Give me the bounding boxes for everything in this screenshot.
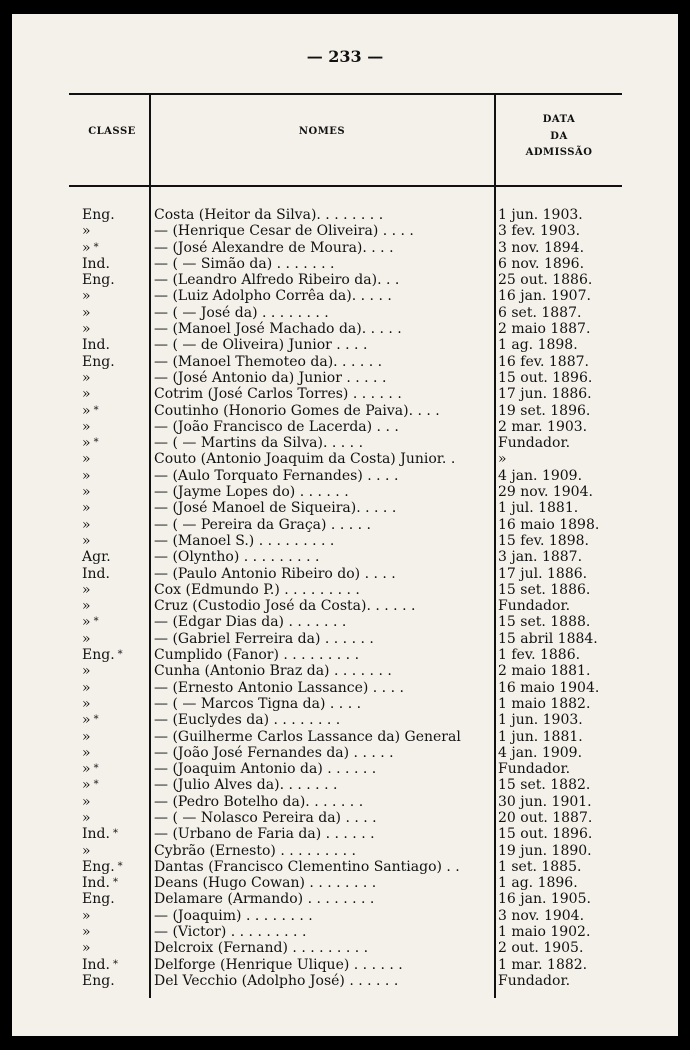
admission-date-cell: Fundador. bbox=[498, 435, 571, 452]
name-cell: — (Henrique Cesar de Oliveira) . . . . bbox=[154, 223, 414, 240]
classe-value: » bbox=[82, 288, 91, 305]
admission-date-cell: 2 maio 1887. bbox=[498, 321, 591, 338]
classe-value: » bbox=[82, 386, 91, 403]
table-row bbox=[12, 924, 678, 940]
classe-value: » bbox=[82, 239, 91, 256]
asterisk-mark: * bbox=[112, 877, 118, 889]
classe-value: » bbox=[82, 451, 91, 468]
name-cell: Delamare (Armando) . . . . . . . . bbox=[154, 891, 375, 908]
classe-value: » bbox=[82, 484, 91, 501]
classe-cell bbox=[82, 337, 152, 353]
admission-date-cell: 17 jun. 1886. bbox=[498, 386, 592, 403]
admission-date-cell: 29 nov. 1904. bbox=[498, 484, 593, 501]
classe-cell bbox=[82, 207, 152, 223]
admission-date-cell: 1 maio 1902. bbox=[498, 924, 591, 941]
classe-cell bbox=[82, 631, 152, 647]
header-admissao: ADMISSÃO bbox=[525, 147, 593, 158]
asterisk-mark: * bbox=[112, 958, 118, 970]
name-cell: — (Aulo Torquato Fernandes) . . . . bbox=[154, 467, 399, 484]
table-row bbox=[12, 663, 678, 679]
classe-cell bbox=[82, 598, 152, 614]
classe-value: Ind. bbox=[82, 255, 110, 272]
classe-cell bbox=[82, 614, 152, 630]
name-cell: Cruz (Custodio José da Costa). . . . . . bbox=[154, 598, 416, 615]
classe-cell bbox=[82, 680, 152, 696]
name-cell: — (Manoel José Machado da). . . . . bbox=[154, 321, 402, 338]
table-row bbox=[12, 891, 678, 907]
classe-value: » bbox=[82, 304, 91, 321]
name-cell: Cox (Edmundo P.) . . . . . . . . . bbox=[154, 581, 360, 598]
table-row bbox=[12, 533, 678, 549]
classe-value: » bbox=[82, 223, 91, 240]
classe-value: Ind. bbox=[82, 337, 110, 354]
classe-cell bbox=[82, 696, 152, 712]
classe-value: » bbox=[82, 744, 91, 761]
admission-date-cell: » bbox=[498, 451, 507, 468]
table-row bbox=[12, 403, 678, 419]
header-bottom-rule bbox=[69, 185, 622, 187]
table-row bbox=[12, 729, 678, 745]
table-row bbox=[12, 321, 678, 337]
table-row bbox=[12, 794, 678, 810]
table-row bbox=[12, 484, 678, 500]
member-list bbox=[12, 207, 678, 989]
name-cell: — (Leandro Alfredo Ribeiro da). . . bbox=[154, 272, 400, 289]
classe-cell bbox=[82, 582, 152, 598]
classe-cell bbox=[82, 435, 152, 451]
classe-value: » bbox=[82, 728, 91, 745]
classe-cell bbox=[82, 647, 152, 663]
classe-cell bbox=[82, 321, 152, 337]
header-da: DA bbox=[550, 131, 568, 142]
table-row bbox=[12, 223, 678, 239]
classe-value: » bbox=[82, 321, 91, 338]
asterisk-mark: * bbox=[93, 241, 99, 253]
classe-cell bbox=[82, 810, 152, 826]
table-row bbox=[12, 272, 678, 288]
classe-cell bbox=[82, 843, 152, 859]
classe-cell bbox=[82, 288, 152, 304]
classe-cell bbox=[82, 891, 152, 907]
admission-date-cell: 16 fev. 1887. bbox=[498, 353, 589, 370]
admission-date-cell: 3 fev. 1903. bbox=[498, 223, 581, 240]
table-row bbox=[12, 517, 678, 533]
classe-cell bbox=[82, 419, 152, 435]
asterisk-mark: * bbox=[93, 437, 99, 449]
name-cell: — (Luiz Adolpho Corrêa da). . . . . bbox=[154, 288, 392, 305]
name-cell: — (Gabriel Ferreira da) . . . . . . bbox=[154, 630, 374, 647]
admission-date-cell: 15 set. 1882. bbox=[498, 777, 591, 794]
table-row bbox=[12, 256, 678, 272]
classe-cell bbox=[82, 973, 152, 989]
header-data: DATA bbox=[542, 114, 576, 125]
name-cell: — (João Francisco de Lacerda) . . . bbox=[154, 418, 399, 435]
classe-value: » bbox=[82, 614, 91, 631]
table-row bbox=[12, 680, 678, 696]
document-page bbox=[12, 14, 678, 1036]
admission-date-cell: 15 out. 1896. bbox=[498, 369, 593, 386]
classe-cell bbox=[82, 370, 152, 386]
name-cell: — (Manoel S.) . . . . . . . . . bbox=[154, 532, 335, 549]
classe-value: » bbox=[82, 369, 91, 386]
classe-cell bbox=[82, 386, 152, 402]
name-cell: — (João José Fernandes da) . . . . . bbox=[154, 744, 394, 761]
admission-date-cell: 3 nov. 1894. bbox=[498, 239, 585, 256]
admission-date-cell: 25 out. 1886. bbox=[498, 272, 593, 289]
name-cell: — (Joaquim) . . . . . . . . bbox=[154, 907, 313, 924]
name-cell: — (Julio Alves da). . . . . . . bbox=[154, 777, 338, 794]
table-row bbox=[12, 240, 678, 256]
name-cell: Couto (Antonio Joaquim da Costa) Junior. . bbox=[154, 451, 456, 468]
classe-value: Eng. bbox=[82, 891, 115, 908]
name-cell: — ( — Pereira da Graça) . . . . . bbox=[154, 516, 371, 533]
name-cell: — ( — Martins da Silva). . . . . bbox=[154, 435, 364, 452]
admission-date-cell: 16 jan. 1907. bbox=[498, 288, 591, 305]
admission-date-cell: 1 fev. 1886. bbox=[498, 647, 581, 664]
classe-cell bbox=[82, 875, 152, 891]
classe-cell bbox=[82, 908, 152, 924]
classe-cell bbox=[82, 484, 152, 500]
table-row bbox=[12, 435, 678, 451]
name-cell: — (Manoel Themoteo da). . . . . . bbox=[154, 353, 383, 370]
classe-value: » bbox=[82, 630, 91, 647]
admission-date-cell: 4 jan. 1909. bbox=[498, 744, 583, 761]
name-cell: Cumplido (Fanor) . . . . . . . . . bbox=[154, 647, 360, 664]
admission-date-cell: 3 nov. 1904. bbox=[498, 907, 585, 924]
classe-value: » bbox=[82, 761, 91, 778]
name-cell: Del Vecchio (Adolpho José) . . . . . . bbox=[154, 972, 399, 989]
admission-date-cell: 1 jun. 1903. bbox=[498, 207, 583, 223]
classe-cell bbox=[82, 549, 152, 565]
classe-value: » bbox=[82, 842, 91, 859]
classe-value: » bbox=[82, 402, 91, 419]
asterisk-mark: * bbox=[117, 860, 123, 872]
classe-cell bbox=[82, 256, 152, 272]
table-row bbox=[12, 647, 678, 663]
admission-date-cell: 15 set. 1886. bbox=[498, 581, 591, 598]
classe-value: » bbox=[82, 712, 91, 729]
classe-value: » bbox=[82, 581, 91, 598]
classe-cell bbox=[82, 533, 152, 549]
asterisk-mark: * bbox=[112, 828, 118, 840]
name-cell: — (Jayme Lopes do) . . . . . . bbox=[154, 484, 349, 501]
admission-date-cell: 3 jan. 1887. bbox=[498, 549, 583, 566]
admission-date-cell: 16 maio 1904. bbox=[498, 679, 600, 696]
table-row bbox=[12, 354, 678, 370]
classe-value: » bbox=[82, 663, 91, 680]
admission-date-cell: 1 jul. 1881. bbox=[498, 500, 579, 517]
name-cell: — (Urbano de Faria da) . . . . . . bbox=[154, 826, 375, 843]
name-cell: Cotrim (José Carlos Torres) . . . . . . bbox=[154, 386, 402, 403]
table-row bbox=[12, 761, 678, 777]
table-row bbox=[12, 500, 678, 516]
classe-cell bbox=[82, 305, 152, 321]
name-cell: — (Paulo Antonio Ribeiro do) . . . . bbox=[154, 565, 396, 582]
admission-date-cell: 1 maio 1882. bbox=[498, 695, 591, 712]
admission-date-cell: 15 set. 1888. bbox=[498, 614, 591, 631]
admission-date-cell: 19 jun. 1890. bbox=[498, 842, 592, 859]
name-cell: Coutinho (Honorio Gomes de Paiva). . . . bbox=[154, 402, 440, 419]
classe-value: Ind. bbox=[82, 956, 110, 973]
table-row bbox=[12, 288, 678, 304]
admission-date-cell: 1 set. 1885. bbox=[498, 858, 582, 875]
classe-value: » bbox=[82, 500, 91, 517]
admission-date-cell: 15 fev. 1898. bbox=[498, 532, 589, 549]
classe-value: » bbox=[82, 695, 91, 712]
table-row bbox=[12, 614, 678, 630]
classe-value: » bbox=[82, 679, 91, 696]
admission-date-cell: 17 jul. 1886. bbox=[498, 565, 588, 582]
table-row bbox=[12, 468, 678, 484]
classe-cell bbox=[82, 451, 152, 467]
admission-date-cell: 1 ag. 1898. bbox=[498, 337, 578, 354]
classe-cell bbox=[82, 940, 152, 956]
table-row bbox=[12, 207, 678, 223]
classe-value: Eng. bbox=[82, 858, 115, 875]
classe-cell bbox=[82, 924, 152, 940]
admission-date-cell: 2 out. 1905. bbox=[498, 940, 584, 957]
table-row bbox=[12, 582, 678, 598]
classe-value: Eng. bbox=[82, 647, 115, 664]
classe-value: » bbox=[82, 940, 91, 957]
classe-cell bbox=[82, 272, 152, 288]
table-row bbox=[12, 859, 678, 875]
classe-value: » bbox=[82, 793, 91, 810]
classe-value: » bbox=[82, 777, 91, 794]
name-cell: — ( — Marcos Tigna da) . . . . bbox=[154, 695, 362, 712]
admission-date-cell: Fundador. bbox=[498, 598, 571, 615]
classe-cell bbox=[82, 745, 152, 761]
table-row bbox=[12, 337, 678, 353]
table-row bbox=[12, 419, 678, 435]
classe-cell bbox=[82, 500, 152, 516]
admission-date-cell: 2 maio 1881. bbox=[498, 663, 591, 680]
table-row bbox=[12, 973, 678, 989]
classe-cell bbox=[82, 957, 152, 973]
classe-cell bbox=[82, 761, 152, 777]
classe-value: Ind. bbox=[82, 826, 110, 843]
table-row bbox=[12, 908, 678, 924]
name-cell: — (José Alexandre de Moura). . . . bbox=[154, 239, 394, 256]
classe-cell bbox=[82, 354, 152, 370]
table-row bbox=[12, 843, 678, 859]
table-row bbox=[12, 386, 678, 402]
classe-cell bbox=[82, 712, 152, 728]
admission-date-cell: 1 jun. 1903. bbox=[498, 712, 583, 729]
name-cell: Costa (Heitor da Silva). . . . . . . . bbox=[154, 207, 384, 223]
table-row bbox=[12, 712, 678, 728]
name-cell: — ( — Simão da) . . . . . . . bbox=[154, 255, 335, 272]
classe-cell bbox=[82, 859, 152, 875]
admission-date-cell: 2 mar. 1903. bbox=[498, 418, 588, 435]
classe-value: » bbox=[82, 418, 91, 435]
name-cell: — (Edgar Dias da) . . . . . . . bbox=[154, 614, 347, 631]
classe-cell bbox=[82, 777, 152, 793]
classe-cell bbox=[82, 794, 152, 810]
admission-date-cell: 16 maio 1898. bbox=[498, 516, 600, 533]
classe-cell bbox=[82, 826, 152, 842]
admission-date-cell: 20 out. 1887. bbox=[498, 809, 593, 826]
name-cell: — ( — José da) . . . . . . . . bbox=[154, 304, 329, 321]
table-row bbox=[12, 745, 678, 761]
classe-cell bbox=[82, 663, 152, 679]
classe-cell bbox=[82, 517, 152, 533]
classe-value: Ind. bbox=[82, 565, 110, 582]
table-row bbox=[12, 598, 678, 614]
classe-value: » bbox=[82, 532, 91, 549]
asterisk-mark: * bbox=[93, 714, 99, 726]
classe-value: » bbox=[82, 809, 91, 826]
name-cell: Delcroix (Fernand) . . . . . . . . . bbox=[154, 940, 369, 957]
classe-cell bbox=[82, 468, 152, 484]
asterisk-mark: * bbox=[93, 404, 99, 416]
classe-cell bbox=[82, 566, 152, 582]
name-cell: Deans (Hugo Cowan) . . . . . . . . bbox=[154, 875, 377, 892]
name-cell: — (José Manoel de Siqueira). . . . . bbox=[154, 500, 397, 517]
table-row bbox=[12, 566, 678, 582]
asterisk-mark: * bbox=[93, 779, 99, 791]
name-cell: — (Pedro Botelho da). . . . . . . bbox=[154, 793, 364, 810]
table-row bbox=[12, 940, 678, 956]
classe-value: Eng. bbox=[82, 353, 115, 370]
admission-date-cell: 6 set. 1887. bbox=[498, 304, 582, 321]
classe-value: » bbox=[82, 924, 91, 941]
admission-date-cell: 19 set. 1896. bbox=[498, 402, 591, 419]
classe-cell bbox=[82, 729, 152, 745]
name-cell: Cybrão (Ernesto) . . . . . . . . . bbox=[154, 842, 356, 859]
admission-date-cell: 1 ag. 1896. bbox=[498, 875, 578, 892]
asterisk-mark: * bbox=[93, 763, 99, 775]
admission-date-cell: 15 out. 1896. bbox=[498, 826, 593, 843]
table-row bbox=[12, 826, 678, 842]
classe-value: » bbox=[82, 467, 91, 484]
name-cell: — (Guilherme Carlos Lassance da) General bbox=[154, 728, 461, 745]
table-row bbox=[12, 875, 678, 891]
admission-date-cell: 1 jun. 1881. bbox=[498, 728, 583, 745]
name-cell: Dantas (Francisco Clementino Santiago) . . bbox=[154, 858, 460, 875]
classe-cell bbox=[82, 403, 152, 419]
admission-date-cell: 1 mar. 1882. bbox=[498, 956, 588, 973]
classe-value: Eng. bbox=[82, 972, 115, 989]
table-row bbox=[12, 957, 678, 973]
admission-date-cell: Fundador. bbox=[498, 761, 571, 778]
name-cell: Cunha (Antonio Braz da) . . . . . . . bbox=[154, 663, 392, 680]
admission-date-cell: Fundador. bbox=[498, 972, 571, 989]
name-cell: — (Olyntho) . . . . . . . . . bbox=[154, 549, 320, 566]
classe-value: » bbox=[82, 598, 91, 615]
table-row bbox=[12, 696, 678, 712]
classe-value: » bbox=[82, 907, 91, 924]
table-row bbox=[12, 370, 678, 386]
asterisk-mark: * bbox=[93, 616, 99, 628]
name-cell: — (Joaquim Antonio da) . . . . . . bbox=[154, 761, 377, 778]
admission-date-cell: 16 jan. 1905. bbox=[498, 891, 591, 908]
top-rule bbox=[69, 93, 622, 95]
table-row bbox=[12, 777, 678, 793]
name-cell: — ( — Nolasco Pereira da) . . . . bbox=[154, 809, 377, 826]
classe-cell bbox=[82, 240, 152, 256]
classe-value: Eng. bbox=[82, 207, 115, 223]
name-cell: Delforge (Henrique Ulique) . . . . . . bbox=[154, 956, 403, 973]
asterisk-mark: * bbox=[117, 649, 123, 661]
page-number: — 233 — bbox=[306, 47, 384, 66]
admission-date-cell: 4 jan. 1909. bbox=[498, 467, 583, 484]
table-row bbox=[12, 549, 678, 565]
admission-date-cell: 6 nov. 1896. bbox=[498, 255, 585, 272]
table-row bbox=[12, 451, 678, 467]
name-cell: — (José Antonio da) Junior . . . . . bbox=[154, 369, 387, 386]
classe-value: Ind. bbox=[82, 875, 110, 892]
admission-date-cell: 30 jun. 1901. bbox=[498, 793, 592, 810]
name-cell: — (Euclydes da) . . . . . . . . bbox=[154, 712, 341, 729]
name-cell: — ( — de Oliveira) Junior . . . . bbox=[154, 337, 368, 354]
table-row bbox=[12, 810, 678, 826]
classe-cell bbox=[82, 223, 152, 239]
name-cell: — (Ernesto Antonio Lassance) . . . . bbox=[154, 679, 404, 696]
table-row bbox=[12, 305, 678, 321]
classe-value: Eng. bbox=[82, 272, 115, 289]
admission-date-cell: 15 abril 1884. bbox=[498, 630, 598, 647]
table-row bbox=[12, 631, 678, 647]
name-cell: — (Victor) . . . . . . . . . bbox=[154, 924, 307, 941]
classe-value: » bbox=[82, 516, 91, 533]
classe-value: » bbox=[82, 435, 91, 452]
header-classe: CLASSE bbox=[88, 126, 136, 137]
classe-value: Agr. bbox=[82, 549, 111, 566]
header-nomes: NOMES bbox=[298, 126, 346, 137]
